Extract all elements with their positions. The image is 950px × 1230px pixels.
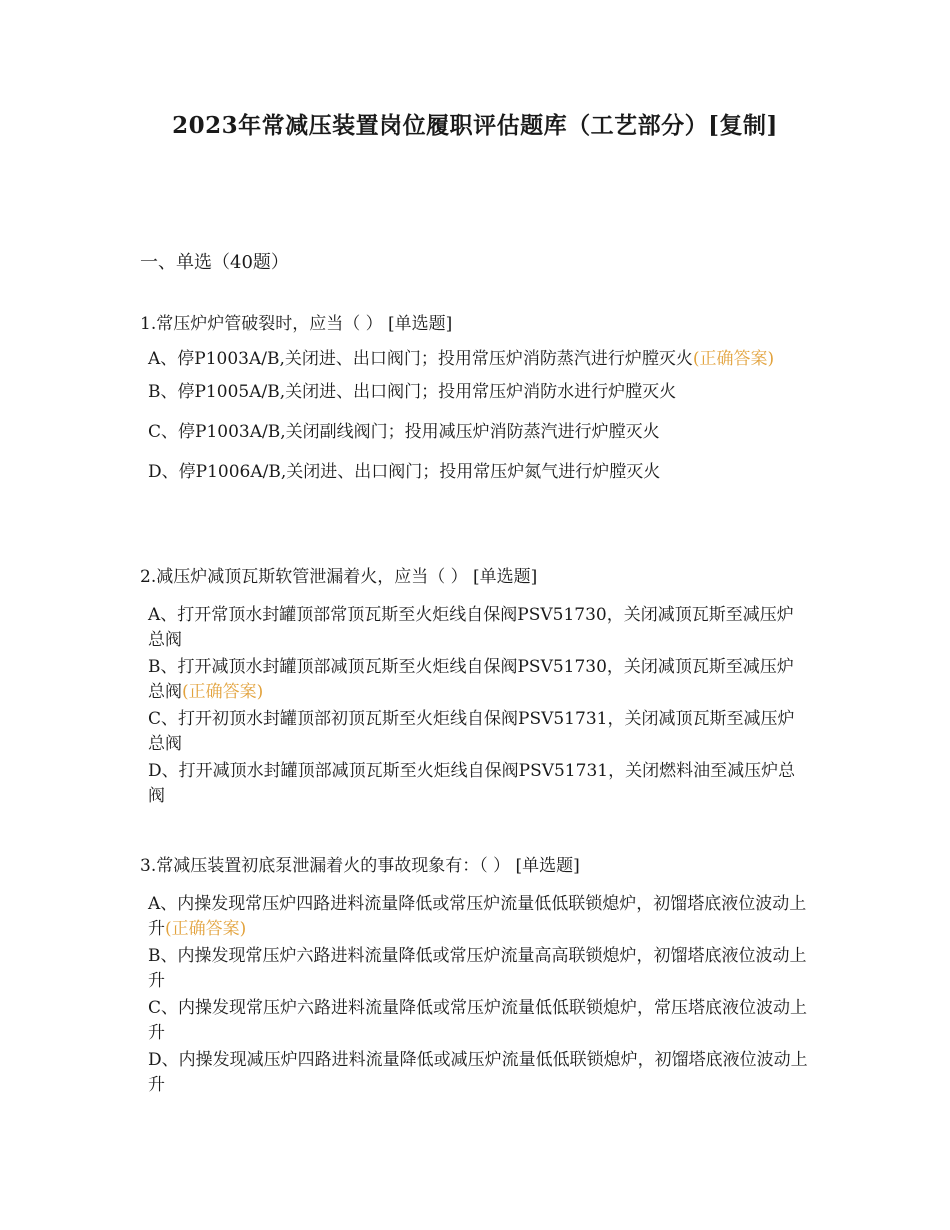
section-heading: 一、单选（40题） [140, 252, 289, 273]
option-c: C、打开初顶水封罐顶部初顶瓦斯至火炬线自保阀PSV51731，关闭减顶瓦斯至减压炉总阀 [148, 709, 795, 754]
option-a [148, 892, 808, 942]
option-d: D、停P1006A/B,关闭进、出口阀门；投用常压炉氮气进行炉膛灭火 [148, 462, 661, 482]
option-text: A、停P1003A/B,关闭进、出口阀门；投用常压炉消防蒸汽进行炉膛灭火 [148, 349, 693, 369]
question-2 [140, 565, 820, 809]
option-a [148, 347, 808, 372]
question-1-options [148, 347, 808, 485]
option-d: D、内操发现减压炉四路进料流量降低或减压炉流量低低联锁熄炉，初馏塔底液位波动上升 [148, 1050, 808, 1095]
document-title: 2023年常减压装置岗位履职评估题库（工艺部分）[复制] [172, 112, 778, 139]
question-3 [140, 854, 820, 1098]
option-d: D、打开减顶水封罐顶部减顶瓦斯至火炬线自保阀PSV51731，关闭燃料油至减压炉总阀 [148, 761, 796, 806]
option-c: C、停P1003A/B,关闭副线阀门；投用减压炉消防蒸汽进行炉膛灭火 [148, 422, 660, 442]
option-a: A、打开常顶水封罐顶部常顶瓦斯至火炬线自保阀PSV51730，关闭减顶瓦斯至减压炉总阀 [148, 605, 794, 650]
option-b: B、停P1005A/B,关闭进、出口阀门；投用常压炉消防水进行炉膛灭火 [148, 382, 677, 402]
option-text: B、打开减顶水封罐顶部减顶瓦斯至火炬线自保阀PSV51730，关闭减顶瓦斯至减压炉总阀 [148, 657, 794, 702]
question-2-text: 2.减压炉减顶瓦斯软管泄漏着火，应当（ ） [单选题] [140, 567, 538, 587]
correct-answer-marker: (正确答案) [692, 349, 775, 369]
question-1-text: 1.常压炉炉管破裂时，应当（ ） [单选题] [140, 314, 453, 334]
correct-answer-marker: (正确答案) [182, 682, 264, 702]
option-c: C、内操发现常压炉六路进料流量降低或常压炉流量低低联锁熄炉，常压塔底液位波动上升 [148, 998, 808, 1043]
option-b [148, 655, 808, 705]
correct-answer-marker: (正确答案) [165, 919, 247, 939]
question-1 [140, 312, 820, 485]
option-text: A、内操发现常压炉四路进料流量降低或常压炉流量低低联锁熄炉，初馏塔底液位波动上升 [148, 894, 807, 939]
option-b: B、内操发现常压炉六路进料流量降低或常压炉流量高高联锁熄炉，初馏塔底液位波动上升 [148, 946, 807, 991]
question-3-options [148, 892, 808, 1098]
question-3-text: 3.常减压装置初底泵泄漏着火的事故现象有：（ ） [单选题] [140, 856, 580, 876]
question-2-options [148, 603, 808, 809]
